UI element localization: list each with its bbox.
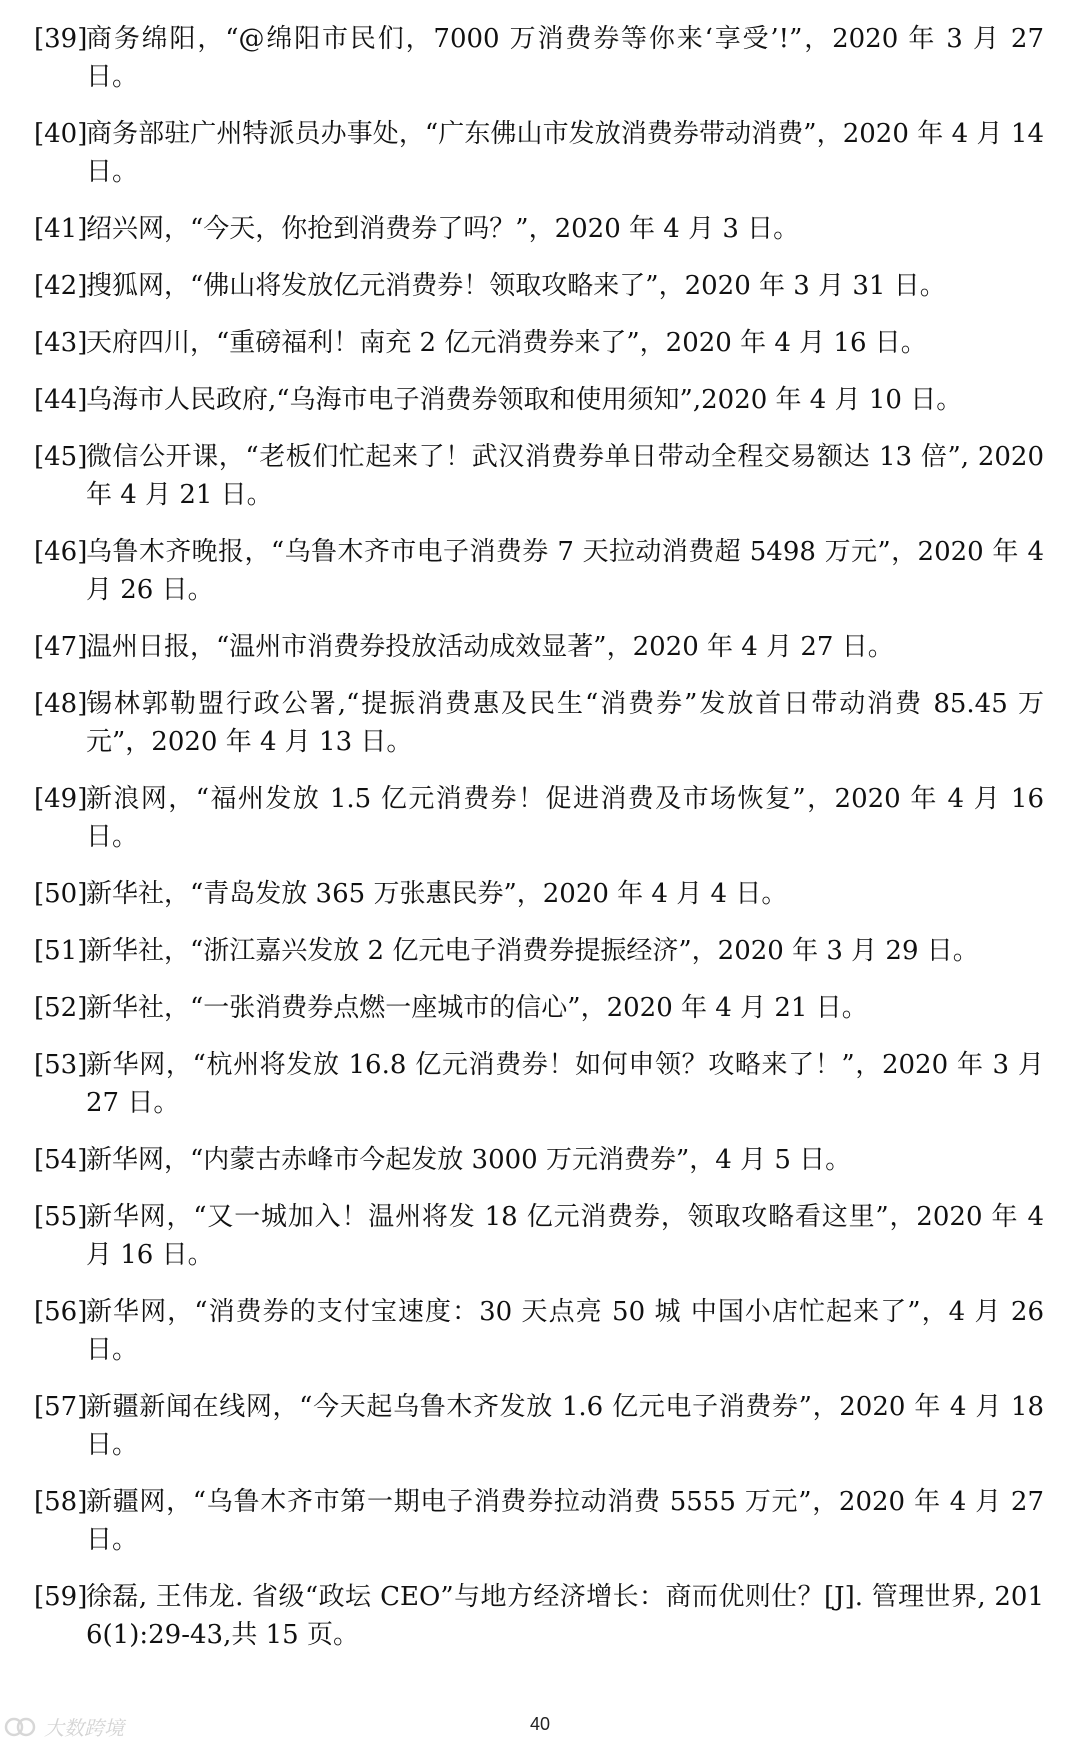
reference-text: 商务绵阳，“@绵阳市民们，7000 万消费券等你来‘享受’!”，2020 年 3 月 27 日。 [86, 24, 1044, 92]
reference-item-59 [34, 1578, 1044, 1654]
reference-number: [58] [34, 1487, 88, 1517]
reference-item-40 [34, 115, 1044, 191]
reference-item-56 [34, 1293, 1044, 1369]
reference-text: 新华社，“浙江嘉兴发放 2 亿元电子消费券提振经济”，2020 年 3 月 29 日。 [86, 936, 979, 966]
reference-number: [48] [34, 689, 88, 719]
reference-item-57 [34, 1388, 1044, 1464]
reference-text: 新华社，“一张消费券点燃一座城市的信心”，2020 年 4 月 21 日。 [86, 993, 868, 1023]
reference-item-42 [34, 267, 1044, 305]
reference-text: 搜狐网，“佛山将发放亿元消费券！领取攻略来了”，2020 年 3 月 31 日。 [86, 271, 946, 301]
reference-number: [56] [34, 1297, 88, 1327]
reference-text: 商务部驻广州特派员办事处，“广东佛山市发放消费券带动消费”，2020 年 4 月 14 日。 [86, 119, 1044, 187]
reference-number: [39] [34, 24, 88, 54]
page-number: 40 [529, 1714, 551, 1734]
reference-number: [42] [34, 271, 88, 301]
reference-list [34, 20, 1044, 1673]
reference-text: 乌鲁木齐晚报，“乌鲁木齐市电子消费券 7 天拉动消费超 5498 万元”，2020 年 4 月 26 日。 [86, 537, 1044, 605]
reference-number: [41] [34, 214, 88, 244]
reference-item-47 [34, 628, 1044, 666]
reference-item-55 [34, 1198, 1044, 1274]
reference-number: [55] [34, 1202, 88, 1232]
reference-number: [53] [34, 1050, 88, 1080]
reference-number: [45] [34, 442, 88, 472]
reference-item-53 [34, 1046, 1044, 1122]
reference-number: [50] [34, 879, 88, 909]
reference-number: [49] [34, 784, 88, 814]
reference-text: 微信公开课，“老板们忙起来了！武汉消费券单日带动全程交易额达 13 倍”, 2020 年 4 月 21 日。 [86, 442, 1044, 510]
reference-item-46 [34, 533, 1044, 609]
reference-text: 新华网，“又一城加入！温州将发 18 亿元消费券，领取攻略看这里”，2020 年 4 月 16 日。 [86, 1202, 1044, 1270]
reference-number: [59] [34, 1582, 88, 1612]
reference-item-39 [34, 20, 1044, 96]
reference-number: [47] [34, 632, 88, 662]
reference-item-49 [34, 780, 1044, 856]
reference-item-44 [34, 381, 1044, 419]
reference-text: 新华网，“杭州将发放 16.8 亿元消费券！如何申领？攻略来了！”，2020 年 3 月 27 日。 [86, 1050, 1044, 1118]
reference-text: 新疆新闻在线网，“今天起乌鲁木齐发放 1.6 亿元电子消费券”，2020 年 4 月 18 日。 [86, 1392, 1044, 1460]
reference-item-58 [34, 1483, 1044, 1559]
reference-number: [43] [34, 328, 88, 358]
watermark-text: 大数跨境 [44, 1716, 124, 1740]
reference-text: 温州日报，“温州市消费券投放活动成效显著”，2020 年 4 月 27 日。 [86, 632, 894, 662]
reference-number: [46] [34, 537, 88, 567]
reference-item-51 [34, 932, 1044, 970]
reference-item-41 [34, 210, 1044, 248]
reference-text: 新浪网，“福州发放 1.5 亿元消费券！促进消费及市场恢复”，2020 年 4 月 16 日。 [86, 784, 1044, 852]
reference-item-52 [34, 989, 1044, 1027]
reference-item-43 [34, 324, 1044, 362]
reference-number: [40] [34, 119, 88, 149]
reference-number: [44] [34, 385, 88, 415]
reference-text: 乌海市人民政府,“乌海市电子消费券领取和使用须知”,2020 年 4 月 10 日。 [86, 385, 963, 415]
reference-text: 绍兴网，“今天，你抢到消费券了吗？”，2020 年 4 月 3 日。 [86, 214, 800, 244]
reference-text: 新华社，“青岛发放 365 万张惠民券”，2020 年 4 月 4 日。 [86, 879, 788, 909]
reference-text: 新华网，“消费券的支付宝速度：30 天点亮 50 城 中国小店忙起来了”，4 月 26 日。 [86, 1297, 1044, 1365]
reference-text: 徐磊, 王伟龙. 省级“政坛 CEO”与地方经济增长：商而优则仕？[J]. 管理世界, 2016(1):29-43,共 15 页。 [86, 1582, 1044, 1650]
reference-number: [52] [34, 993, 88, 1023]
reference-item-50 [34, 875, 1044, 913]
reference-text: 新华网，“内蒙古赤峰市今起发放 3000 万元消费券”，4 月 5 日。 [86, 1145, 852, 1175]
reference-text: 天府四川，“重磅福利！南充 2 亿元消费券来了”，2020 年 4 月 16 日。 [86, 328, 927, 358]
reference-item-48 [34, 685, 1044, 761]
reference-item-45 [34, 438, 1044, 514]
reference-number: [54] [34, 1145, 88, 1175]
reference-text: 新疆网，“乌鲁木齐市第一期电子消费券拉动消费 5555 万元”，2020 年 4 月 27 日。 [86, 1487, 1044, 1555]
reference-number: [51] [34, 936, 88, 966]
reference-number: [57] [34, 1392, 88, 1422]
reference-text: 锡林郭勒盟行政公署,“提振消费惠及民生“消费券”发放首日带动消费 85.45 万元”，2020 年 4 月 13 日。 [86, 689, 1044, 757]
reference-item-54 [34, 1141, 1044, 1179]
